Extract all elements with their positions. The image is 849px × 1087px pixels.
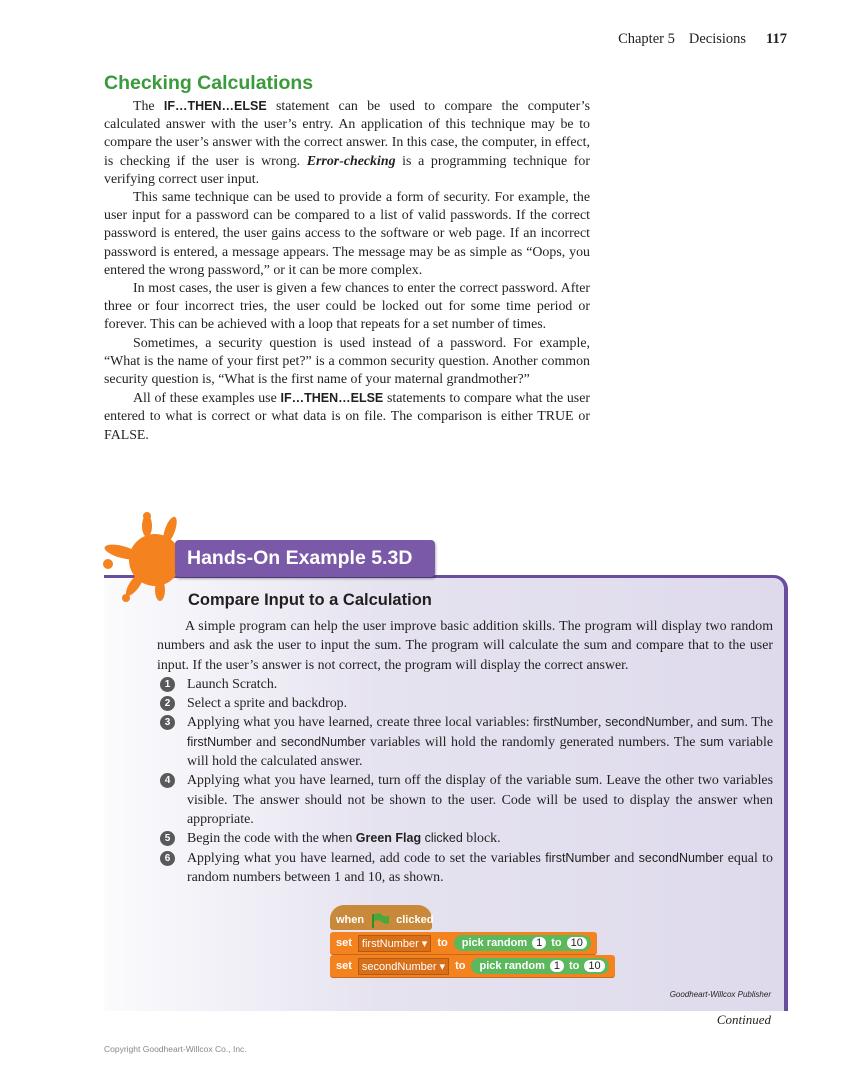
step-number: 5 — [160, 831, 175, 846]
variable-name: secondNumber — [361, 960, 437, 973]
pick-random-block — [471, 958, 608, 974]
text-run: and — [609, 850, 639, 866]
paragraph — [104, 389, 590, 445]
text-run: sum — [575, 773, 599, 788]
text-run: Sometimes, a security question is used instead of a password. For example, “What is the name of your first pet?” is a common security question. Another common security question is, “What is the first name of your maternal grandmother?” — [104, 335, 590, 388]
step-item — [157, 713, 773, 771]
block-text: when — [336, 914, 365, 927]
block-text: pick random — [461, 937, 528, 950]
text-run: . The — [744, 715, 773, 731]
set-firstnumber-block — [330, 932, 597, 954]
text-run: firstNumber — [533, 715, 598, 730]
text-run: The — [133, 99, 164, 114]
text-run: variable will hold the calculated answer. — [187, 734, 773, 770]
text-run: equal to random numbers between 1 and 10, as shown. — [187, 850, 773, 885]
step-number: 1 — [160, 677, 175, 692]
paragraph — [104, 335, 590, 390]
text-run: firstNumber — [545, 850, 610, 865]
text-run: Select a sprite and backdrop. — [187, 696, 348, 712]
text-run: firstNumber — [187, 734, 252, 749]
continued-label: Continued — [716, 1012, 771, 1027]
step-item — [157, 675, 773, 694]
step-number: 4 — [160, 773, 175, 788]
when-flag-clicked-block — [330, 905, 432, 930]
step-item — [157, 694, 773, 713]
text-run: Applying what you have learned, add code to set the variables — [187, 850, 546, 866]
min-input[interactable]: 1 — [550, 960, 564, 972]
text-run: Green Flag — [355, 831, 422, 846]
text-run: IF…THEN…ELSE — [280, 391, 384, 406]
text-run: statements to compare what the user entered to what is correct or what data is on file. The comparison is either TRUE or FALSE. — [104, 391, 590, 443]
text-run: secondNumber — [638, 850, 724, 865]
text-run: Begin the code with the — [187, 831, 323, 847]
block-text: pick random — [479, 960, 545, 973]
running-header — [604, 31, 787, 48]
max-input[interactable]: 10 — [567, 937, 587, 949]
section-title: Checking Calculations — [104, 72, 314, 94]
block-text: set — [336, 960, 352, 973]
scratch-script — [330, 905, 773, 980]
text-run: when — [322, 831, 353, 846]
block-text: to — [455, 960, 466, 973]
example-text — [157, 617, 773, 980]
text-run: Error-checking — [306, 153, 396, 169]
text-run: In most cases, the user is given a few chances to enter the correct password. After three or four incorrect tries, the user could be locked out for some time period or forever. This can be achieved with a loop that repeats for a set number of times. — [104, 281, 590, 333]
example-tab-title: Hands-On Example 5.3D — [175, 540, 435, 577]
text-run: sum — [700, 734, 724, 749]
text-run: clicked — [424, 831, 463, 846]
chapter-label: Chapter 5 — [618, 31, 675, 47]
text-run: block. — [462, 831, 501, 847]
variable-name: firstNumber — [361, 937, 419, 950]
text-run: , and — [689, 715, 721, 731]
text-run: Applying what you have learned, create three local variables: — [187, 715, 534, 731]
text-run: All of these examples use — [133, 391, 281, 407]
paragraph — [104, 97, 590, 189]
text-run: Launch Scratch. — [187, 676, 278, 692]
step-number: 3 — [160, 715, 175, 730]
paragraph — [104, 189, 590, 280]
example-title: Compare Input to a Calculation — [188, 591, 432, 609]
page-number: 117 — [766, 31, 787, 47]
section-label: Decisions — [688, 31, 747, 47]
example-intro: A simple program can help the user improve basic addition skills. The program will display two random numbers and ask the user to input the sum. The program will calculate the sum and compare that to the user input. If the user’s answer is not correct, the program will display the correct answer. — [157, 619, 773, 673]
block-text: to — [437, 937, 448, 950]
text-run: , — [597, 715, 606, 731]
min-input[interactable]: 1 — [532, 937, 546, 949]
green-flag-icon — [370, 912, 390, 928]
copyright: Copyright Goodheart-Willcox Co., Inc. — [104, 1044, 247, 1054]
text-run: variables will hold the randomly generated numbers. The — [365, 734, 701, 750]
step-item — [157, 771, 773, 829]
step-list — [157, 675, 773, 887]
text-run: IF…THEN…ELSE — [163, 99, 267, 113]
text-run: and — [251, 734, 281, 750]
pick-random-block — [454, 935, 591, 951]
block-text: set — [336, 937, 352, 950]
text-run: statement can be used to compare the computer’s calculated answer with the user’s entry. An application of this technique may be to compare the user’s answer with the correct answer. In this case, the computer, in effect, is checking if the user is wrong. — [104, 99, 591, 169]
text-run: is a programming technique for verifying correct user input. — [104, 153, 590, 187]
variable-dropdown[interactable]: secondNumber ▾ — [358, 958, 449, 975]
set-secondnumber-block — [330, 955, 615, 977]
step-item — [157, 829, 773, 848]
max-input[interactable]: 10 — [584, 960, 604, 972]
figure-credit: Goodheart-Willcox Publisher — [669, 990, 771, 999]
step-item — [157, 849, 773, 888]
variable-dropdown[interactable]: firstNumber ▾ — [358, 935, 431, 952]
text-run: Applying what you have learned, turn off the display of the variable — [187, 773, 576, 789]
paragraph — [104, 280, 590, 335]
body-text — [104, 97, 590, 445]
text-run: sum — [720, 715, 745, 730]
text-run: secondNumber — [605, 715, 690, 730]
block-text: clicked — [396, 914, 434, 927]
text-run: secondNumber — [280, 734, 366, 749]
block-text: to — [569, 960, 580, 973]
text-run: This same technique can be used to provide a form of security. For example, the user input for a password can be compared to a list of valid passwords. If the correct password is entered, the user gains access to the software or web page. If an incorrect password is entered, a message appears. The message may be as simple as “Oops, you entered the wrong password,” or it can be more complex. — [104, 190, 590, 278]
text-run: . Leave the other two variables visible. The answer should not be shown to the user. Code will be used to display the answer when appropriate. — [187, 773, 773, 827]
block-text: to — [551, 937, 562, 950]
step-number: 6 — [160, 851, 175, 866]
step-number: 2 — [160, 696, 175, 711]
